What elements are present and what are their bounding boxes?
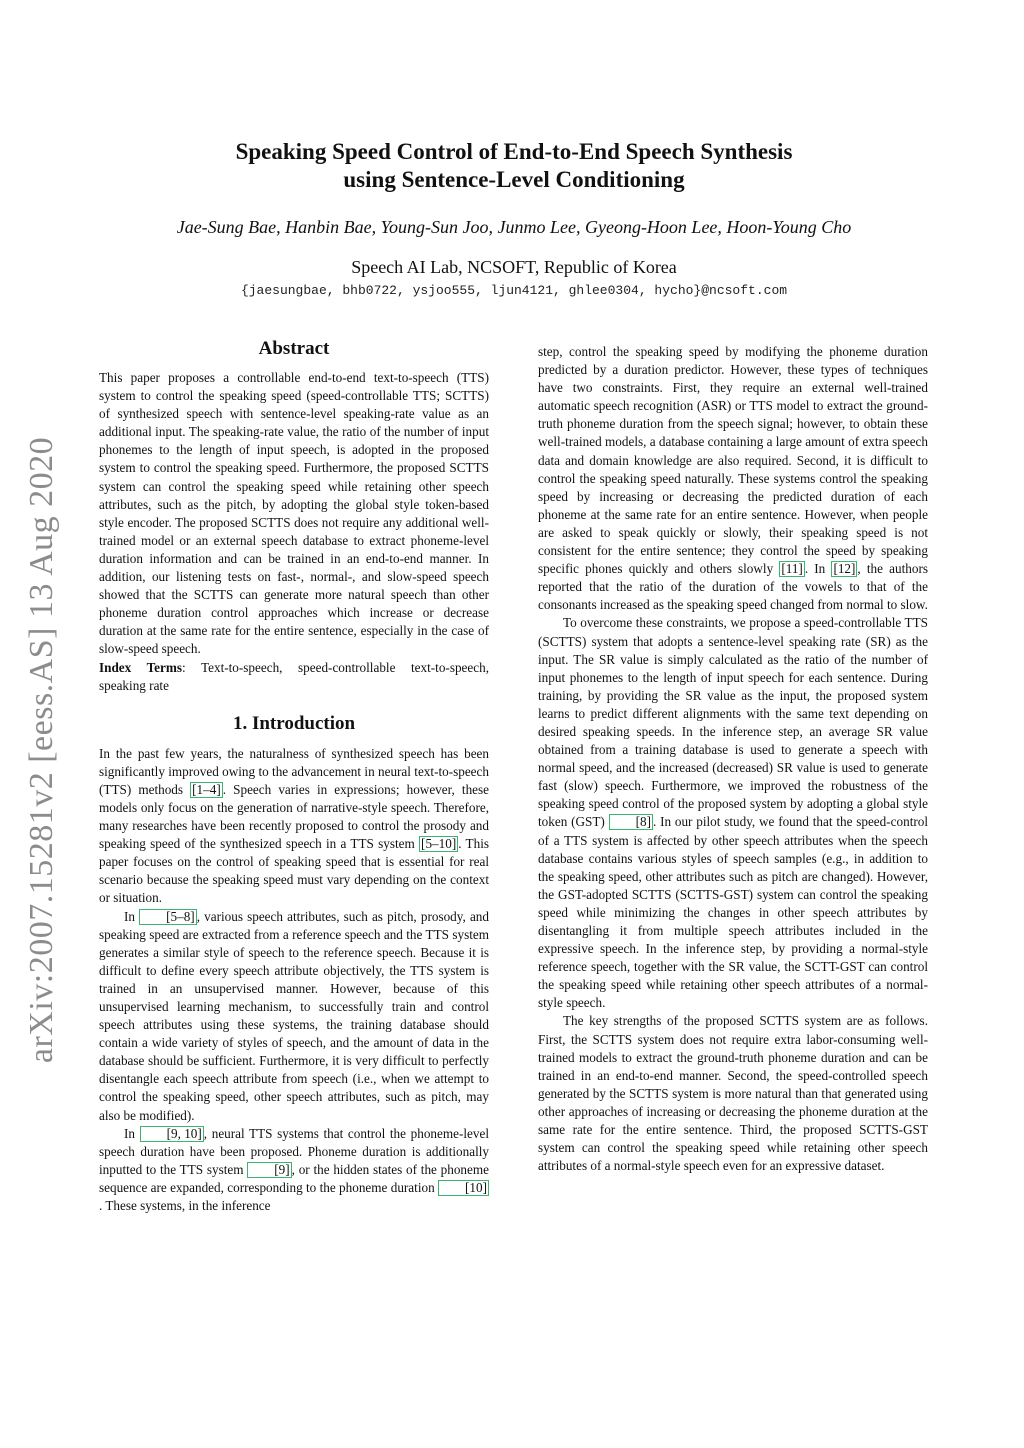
intro-paragraph-3: In [9, 10] , neural TTS systems that control the phoneme-level speech duration have been proposed. Phoneme duration is additionally inputted to the TTS system [9] , or the hidden states of the phoneme sequence are expanded, corresponding to the phoneme duration [10]. These systems, in the inference <box>99 1125 489 1214</box>
citation-link[interactable]: [11] <box>781 561 803 577</box>
abstract-heading: Abstract <box>258 338 330 359</box>
index-terms <box>99 659 489 695</box>
citation-link[interactable]: [1–4] <box>192 781 221 797</box>
citation-link[interactable]: [5–10] <box>421 836 457 852</box>
citation-link[interactable]: [8] <box>609 814 653 830</box>
arxiv-stamp-text: arXiv:2007.15281v2 [eess.AS] 13 Aug 2020 <box>23 436 61 1064</box>
intro-paragraph-2: In [5–8] , various speech attributes, such as pitch, prosody, and speaking speed are extracted from a reference speech and the TTS system generates a similar style of speech to the reference speech. Because it is difficult to define every speech attribute objectively, the TTS system is trained in an unsupervised manner. However, because of this unsupervised learning mechanism, to successfully train and control speech attributes using these systems, the training database should contain a wide variety of styles of speech, and the amount of data in the database should be sufficient. Furthermore, it is very difficult to perfectly disentangle each speech attribute from speech (i.e., when we attempt to control the speaking speed, other speech attributes, such as pitch, may also be modified). <box>99 908 489 1123</box>
citation-link[interactable]: [5–8] <box>139 909 197 925</box>
author-list: Jae-Sung Bae, Hanbin Bae, Young-Sun Joo, Junmo Lee, Gyeong-Hoon Lee, Hoon-Young Cho <box>176 217 852 237</box>
abstract-text: This paper proposes a controllable end-to-end text-to-speech (TTS) system to control the speaking speed (speed-controllable TTS; SCTTS) of synthesized speech with sentence-level speaking-rate value as an additional input. The speaking-rate value, the ratio of the number of input phonemes to the length of input speech, is adopted in the proposed system to control the speaking speed. Furthermore, the proposed SCTTS system can control the speaking speed while retaining other speech attributes, such as the pitch, by adopting the global style token-based style encoder. The proposed SCTTS does not require any additional well-trained model or an external speech database to extract phoneme-level duration information and can be trained in an end-to-end manner. In addition, our listening tests on fast-, normal-, and slow-speed speech showed that the SCTTS can generate more natural speech than other phoneme duration control approaches which increase or decrease duration at the same rate for the entire sentence, especially in the case of slow-speed speech. <box>99 370 489 657</box>
title-line-1: Speaking Speed Control of End-to-End Speech Synthesis <box>235 139 793 164</box>
right-paragraph-1: step, control the speaking speed by modifying the phoneme duration predicted by a duration predictor. However, these types of techniques have two constraints. First, they require an external well-trained automatic speech recognition (ASR) or TTS model to extract the ground-truth phoneme duration from the speech signal; however, to obtain these well-trained models, a database containing a large amount of extra speech data and domain knowledge are also required. Second, it is difficult to control the speaking speed naturally. These systems control the speaking speed by increasing or decreasing the predicted duration of each phoneme at the same rate for an entire sentence. However, when people are asked to speak quickly or slowly, their speaking speed is not consistent for the entire sentence; they control the speed by speaking specific phones quickly and others slowly [11] . In [12] , the authors reported that the ratio of the duration of the vowels to that of the consonants increased as the speaking speed changed from normal to slow. <box>538 344 928 613</box>
introduction-heading: 1. Introduction <box>232 712 356 734</box>
paper-header <box>100 138 928 300</box>
title-line-2: using Sentence-Level Conditioning <box>343 167 685 192</box>
email-list: {jaesungbae, bhb0722, ysjoo555, ljun4121, ghlee0304, hycho}@ncsoft.com <box>240 283 788 298</box>
index-terms-text: : Text-to-speech, speed-controllable text-to-speech, speaking rate <box>99 659 490 693</box>
right-column <box>538 343 928 1175</box>
right-paragraph-2: To overcome these constraints, we propose a speed-controllable TTS (SCTTS) system that adopts a sentence-level speaking rate (SR) as the input. The SR value is simply calculated as the ratio of the number of input phonemes to the length of input speech for each sentence. During training, by providing the SR value as the input, the proposed system learns to predict different alignments with the same text depending on desired speaking speeds. In the inference step, an average SR value obtained from a training database is used to generate a speech with normal speed, and the increased (decreased) SR value is used to generate fast (slow) speech. Furthermore, we improved the robustness of the speaking speed control of the proposed system by adopting a global style token (GST) [8] . In our pilot study, we found that the speed-control of a TTS system is affected by other speech attributes when the speech database contains various styles of speech samples (e.g., in addition to the speaking speed, other attributes such as pitch are changed). However, the GST-adopted SCTTS (SCTTS-GST) system can control the speaking speed while minimizing the changes in other speech attributes by disentangling it from multiple speech attributes included in the expressive speech. In the inference step, by providing a normal-style reference speech, together with the SR value, the SCTT-GST can control the speaking speed while retaining other speech attributes of a normal-style speech. <box>538 615 929 1011</box>
citation-link[interactable]: [10] <box>438 1180 489 1196</box>
left-column <box>99 338 489 1215</box>
affiliation: Speech AI Lab, NCSOFT, Republic of Korea <box>351 257 677 277</box>
index-terms-label: Index Terms <box>99 659 182 675</box>
citation-link[interactable]: [9] <box>247 1162 291 1178</box>
intro-paragraph-1: In the past few years, the naturalness of synthesized speech has been significantly improved owing to the advancement in neural text-to-speech (TTS) methods [1–4] . Speech varies in expressions; however, these models only focus on the generation of narrative-style speech. Therefore, many researches have been recently proposed to control the prosody and speaking speed of the synthesized speech in a TTS system [5–10] . This paper focuses on the control of speaking speed that is essential for real scenario because the speaking speed must vary depending on the context or situation. <box>99 745 490 906</box>
arxiv-stamp <box>14 420 70 1080</box>
citation-link[interactable]: [12] <box>833 561 856 577</box>
citation-link[interactable]: [9, 10] <box>140 1126 204 1142</box>
paper-title <box>100 138 928 194</box>
right-paragraph-3: The key strengths of the proposed SCTTS system are as follows. First, the SCTTS system does not require extra labor-consuming well-trained models to extract the ground-truth phoneme duration and can be trained in an end-to-end manner. Second, the speed-controlled speech generated by the SCTTS system is more natural than that generated using other approaches of increasing or decreasing the phoneme duration at the same rate for the entire sentence. Third, the proposed SCTTS-GST system can control the speaking speed while retaining other speech attributes of a normal-style speech even for an expressive dataset. <box>538 1013 928 1174</box>
